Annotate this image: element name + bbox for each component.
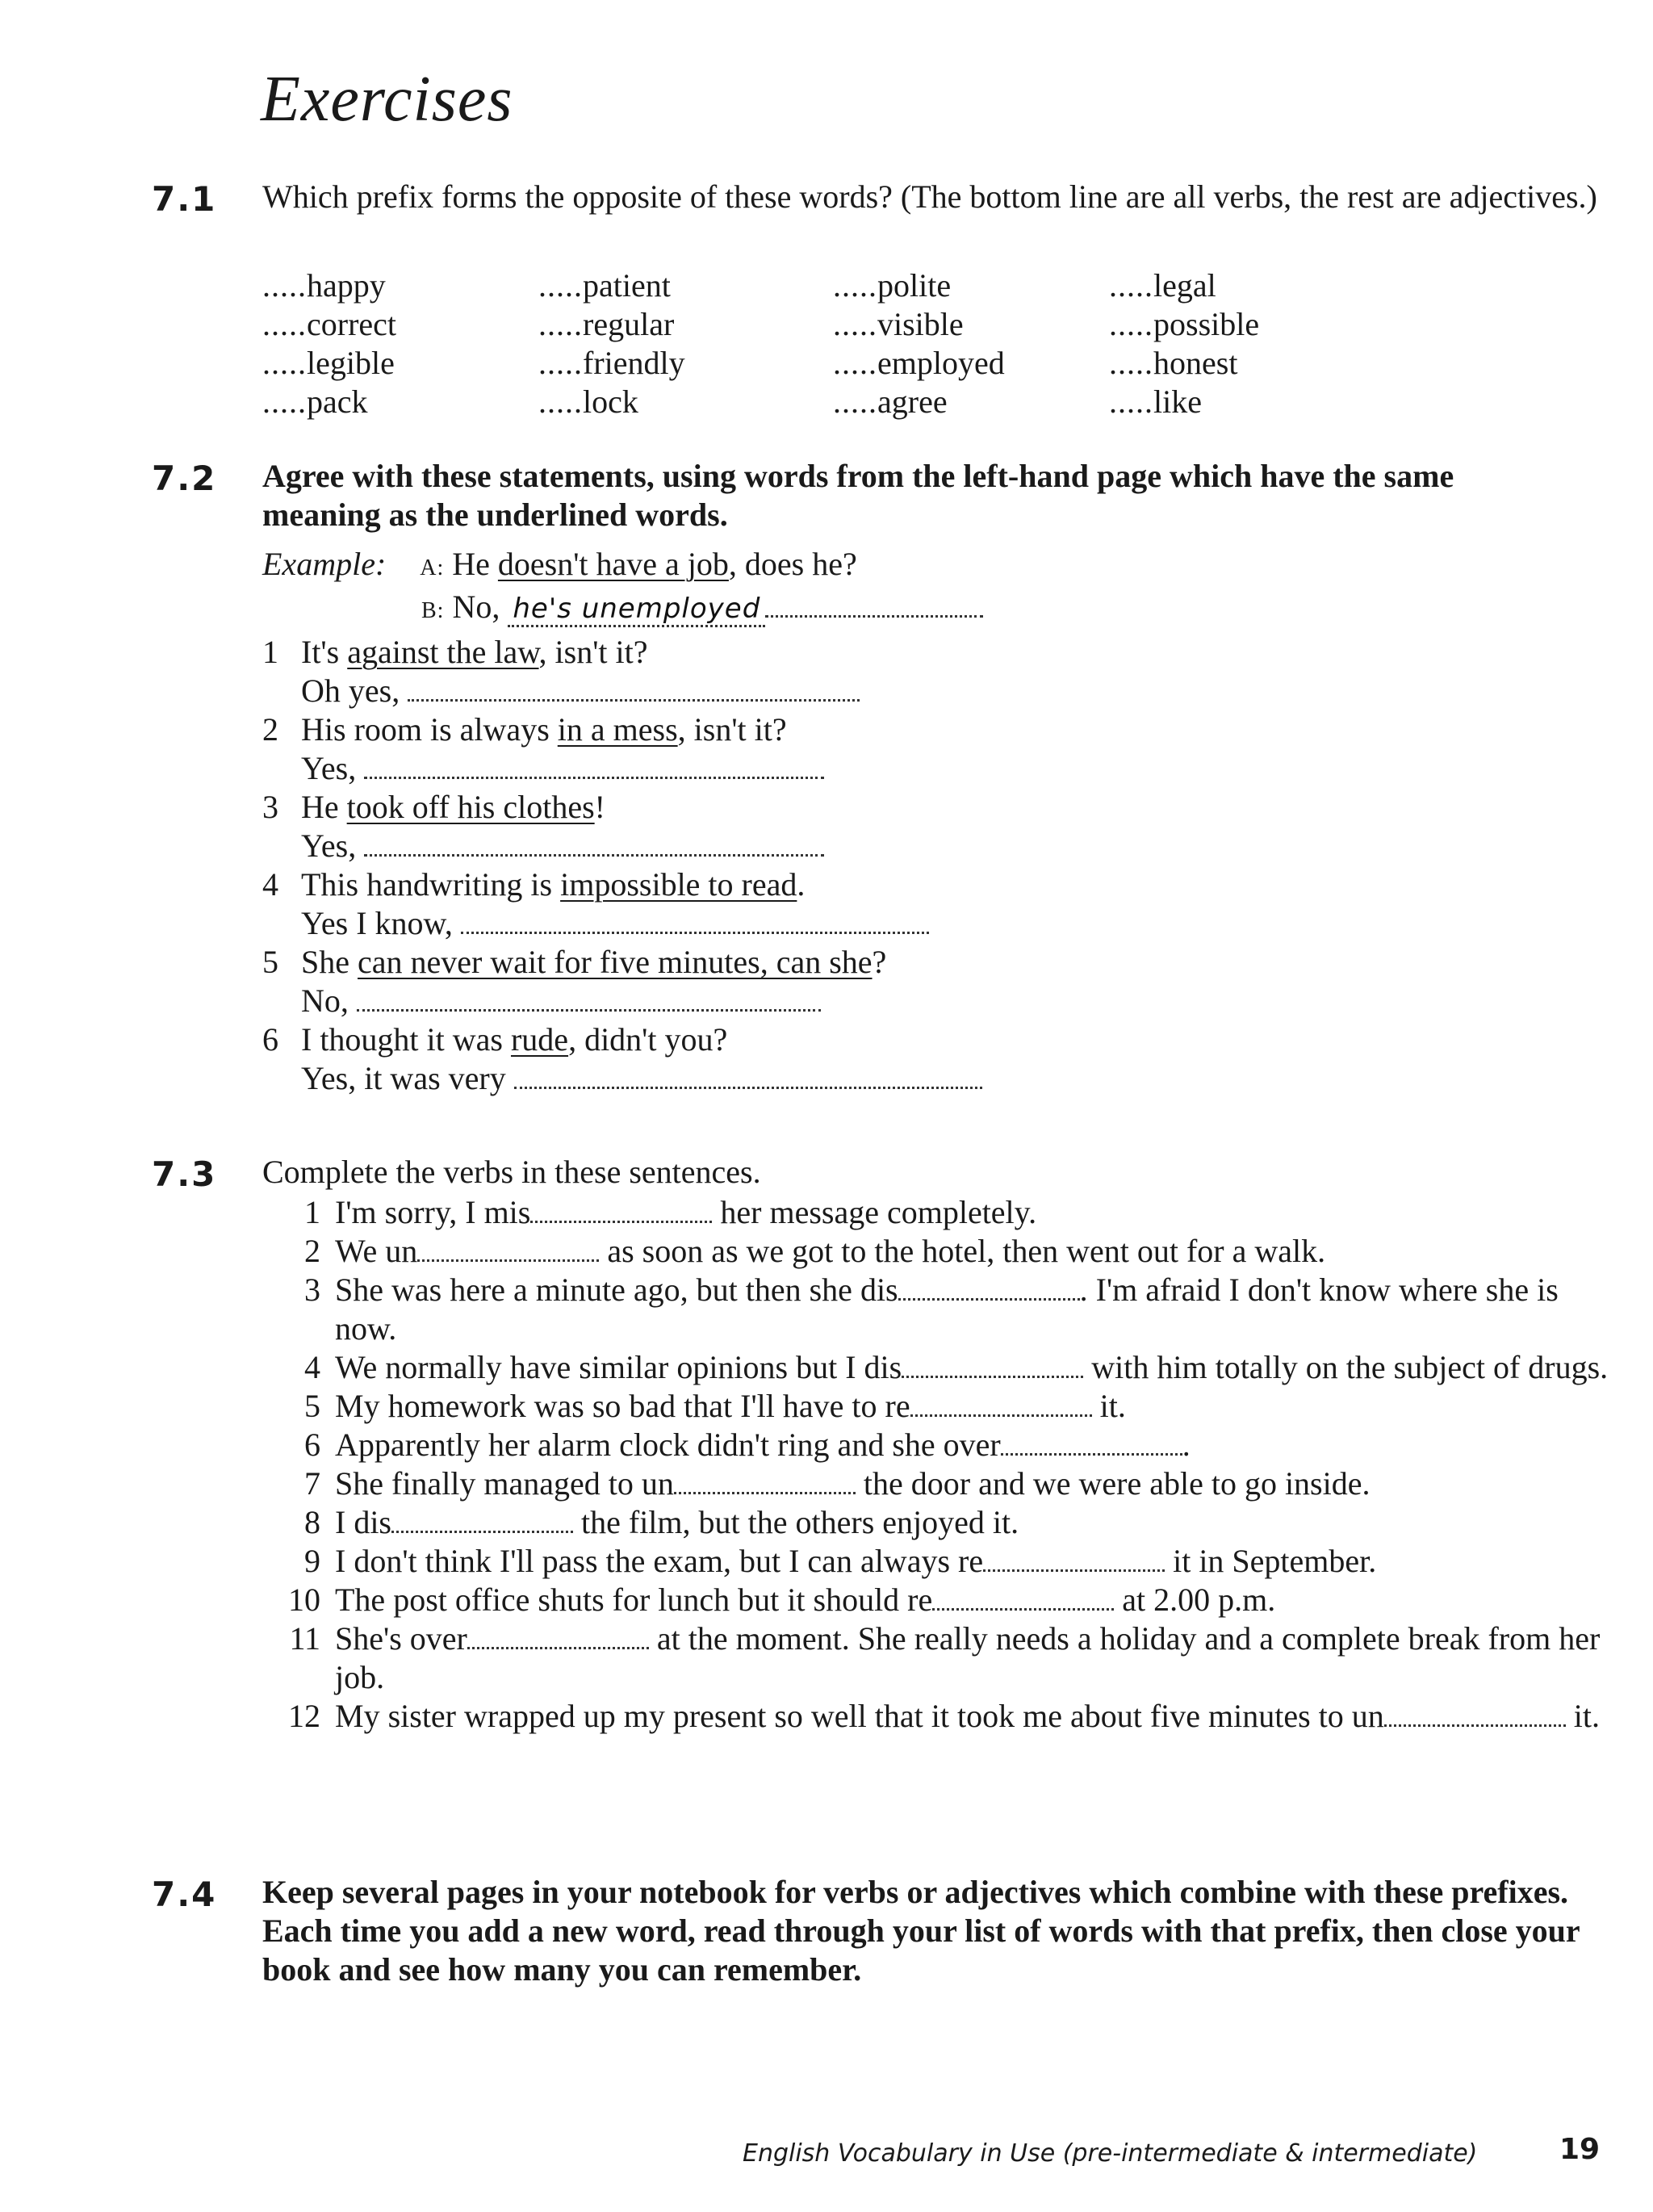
response-line	[262, 672, 982, 710]
sentence-pre: She was here a minute ago, but then she dis	[335, 1271, 898, 1308]
sentence-post: .	[1182, 1426, 1191, 1463]
example-a-underlined: doesn't have a job	[497, 546, 729, 582]
underlined-phrase: in a mess	[557, 711, 678, 748]
sentence-text	[320, 1232, 1618, 1271]
underlined-phrase: rude	[510, 1021, 569, 1058]
sentence-post: it.	[1565, 1698, 1601, 1734]
sentence-post: it in September.	[1165, 1543, 1377, 1579]
statement-text	[301, 788, 605, 827]
sentence-post: at 2.00 p.m.	[1114, 1581, 1276, 1618]
exercise-number-7-3: 7.3	[152, 1154, 217, 1194]
sentence-post: at the moment. She really needs a holiday and a complete break from her job.	[335, 1620, 1601, 1695]
example-a-post: , does he?	[728, 546, 857, 582]
verb-blank[interactable]	[417, 1235, 599, 1262]
speaker-b: B:	[421, 598, 445, 623]
sentence-pre: Apparently her alarm clock didn't ring and she over	[335, 1426, 1001, 1463]
sentence-item	[262, 1503, 1618, 1542]
blank-dots: .....	[833, 345, 877, 381]
item-number: 1	[262, 634, 278, 670]
speaker-a: A:	[420, 555, 445, 580]
sentence-item	[262, 1581, 1618, 1619]
statement-item	[262, 788, 982, 827]
word-cell[interactable]	[538, 266, 833, 305]
exercise-7-2-items	[262, 633, 982, 1098]
sentence-text	[320, 1503, 1618, 1542]
word-cell[interactable]	[1109, 344, 1385, 383]
statement-post: ?	[872, 944, 887, 980]
word-pack: pack	[307, 383, 368, 420]
blank-dots: .....	[1109, 383, 1153, 420]
verb-blank[interactable]	[391, 1506, 573, 1533]
item-number: 4	[304, 1349, 320, 1385]
item-number: 9	[304, 1543, 320, 1579]
item-number: 1	[304, 1194, 320, 1230]
item-number: 2	[262, 711, 278, 748]
exercise-7-4-text: Keep several pages in your notebook for verbs or adjectives which combine with these prefixes. Each time you add a new word, read through your list of words with that prefix, then close your book and see how many you can remember.	[262, 1874, 1580, 1988]
prefix-word-grid	[262, 266, 1392, 421]
word-cell[interactable]	[262, 305, 538, 344]
blank-dots: .....	[538, 267, 583, 304]
blank-dots: .....	[538, 306, 583, 342]
blank-dots: .....	[833, 383, 877, 420]
sentence-pre: She finally managed to un	[335, 1465, 674, 1502]
verb-blank[interactable]	[898, 1274, 1080, 1301]
sentence-pre: I don't think I'll pass the exam, but I can always re	[335, 1543, 984, 1579]
response-line	[262, 982, 982, 1020]
blank-dots: .....	[833, 267, 877, 304]
response-line	[262, 904, 982, 943]
sentence-post: the door and we were able to go inside.	[855, 1465, 1371, 1502]
sentence-text	[320, 1581, 1618, 1619]
sentence-pre: My homework was so bad that I'll have to re	[335, 1388, 910, 1424]
statement-text	[301, 633, 648, 672]
example-dialogue	[262, 545, 983, 631]
exercise-7-2-instruction: Agree with these statements, using words from the left-hand page which have the same meaning as the underlined words.	[262, 458, 1454, 533]
statement-item	[262, 633, 982, 672]
blank-dots: .....	[262, 383, 307, 420]
exercise-7-3-items	[262, 1193, 1618, 1736]
sentence-text	[320, 1387, 1618, 1426]
item-number: 6	[304, 1426, 320, 1463]
underlined-phrase: can never wait for five minutes, can she	[358, 944, 873, 980]
sentence-text	[320, 1348, 1618, 1387]
word-cell[interactable]	[538, 305, 833, 344]
page-number: 19	[1559, 2133, 1601, 2166]
sentence-text	[320, 1193, 1618, 1232]
verb-blank[interactable]	[467, 1623, 649, 1649]
sentence-post: . I'm afraid I don't know where she is now.	[335, 1271, 1559, 1347]
example-line-a	[262, 545, 983, 588]
verb-blank[interactable]	[674, 1468, 856, 1494]
response-line	[262, 749, 982, 788]
response-text: Yes,	[301, 827, 357, 864]
sentence-pre: We normally have similar opinions but I dis	[335, 1349, 902, 1385]
sentence-pre: I dis	[335, 1504, 391, 1540]
word-cell[interactable]	[833, 266, 1109, 305]
response-text: Yes,	[301, 750, 357, 786]
item-number: 8	[304, 1504, 320, 1540]
sentence-item	[262, 1193, 1618, 1232]
answer-blank[interactable]	[357, 985, 821, 1012]
sentence-item	[262, 1619, 1618, 1697]
sentence-item	[262, 1271, 1618, 1348]
answer-blank[interactable]	[364, 830, 824, 857]
word-cell[interactable]	[833, 305, 1109, 344]
word-cell[interactable]	[262, 344, 538, 383]
word-employed: employed	[877, 345, 1005, 381]
item-number: 4	[262, 866, 278, 903]
sentence-item	[262, 1542, 1618, 1581]
word-legal: legal	[1153, 267, 1216, 304]
blank-dots: .....	[262, 267, 307, 304]
sentence-text	[320, 1271, 1618, 1348]
item-number: 3	[304, 1271, 320, 1308]
statement-text	[301, 865, 805, 904]
footer-book-title: English Vocabulary in Use (pre-intermediate & intermediate)	[743, 2139, 1478, 2168]
word-happy: happy	[307, 267, 386, 304]
statement-text	[301, 710, 787, 749]
response-text: No,	[301, 982, 349, 1019]
item-number: 11	[289, 1620, 320, 1657]
sentence-pre: I'm sorry, I mis	[335, 1194, 531, 1230]
sentence-pre: She's over	[335, 1620, 467, 1657]
blank-dots: .....	[262, 345, 307, 381]
word-cell[interactable]	[1109, 383, 1385, 421]
sentence-item	[262, 1232, 1618, 1271]
statement-text	[301, 1020, 727, 1059]
item-number: 12	[288, 1698, 320, 1734]
statement-pre: He	[301, 789, 347, 825]
statement-post: .	[797, 866, 806, 903]
grid-row	[262, 383, 1392, 421]
blank-dots: .....	[1109, 267, 1153, 304]
item-number: 7	[304, 1465, 320, 1502]
sentence-post: it.	[1091, 1388, 1126, 1424]
word-cell[interactable]	[1109, 305, 1385, 344]
example-line-b	[262, 588, 983, 631]
verb-blank[interactable]	[1001, 1429, 1182, 1456]
item-number: 10	[288, 1581, 320, 1618]
response-text: Yes, it was very	[301, 1060, 506, 1096]
statement-post: , didn't you?	[568, 1021, 728, 1058]
answer-blank[interactable]	[461, 907, 929, 934]
word-friendly: friendly	[583, 345, 685, 381]
word-visible: visible	[877, 306, 964, 342]
statement-post: !	[594, 789, 605, 825]
example-label: Example:	[262, 546, 387, 582]
sentence-post: as soon as we got to the hotel, then went out for a walk.	[599, 1233, 1326, 1269]
statement-item	[262, 1020, 982, 1059]
underlined-phrase: impossible to read	[560, 866, 797, 903]
grid-row	[262, 266, 1392, 305]
item-number: 5	[304, 1388, 320, 1424]
answer-blank[interactable]	[408, 675, 860, 702]
word-cell[interactable]	[262, 383, 538, 421]
blank-dots: .....	[262, 306, 307, 342]
sentence-post: with him totally on the subject of drugs.	[1083, 1349, 1609, 1385]
sentence-text	[320, 1619, 1618, 1697]
blank-dots: .....	[538, 345, 583, 381]
response-line	[262, 827, 982, 865]
word-like: like	[1153, 383, 1202, 420]
sentence-pre: We un	[335, 1233, 418, 1269]
verb-blank[interactable]	[1384, 1700, 1566, 1727]
grid-row	[262, 344, 1392, 383]
word-lock: lock	[583, 383, 638, 420]
word-patient: patient	[583, 267, 671, 304]
underlined-phrase: against the law	[347, 634, 539, 670]
answer-blank[interactable]	[514, 1062, 982, 1089]
exercise-number-7-4: 7.4	[152, 1875, 217, 1914]
sentence-item	[262, 1387, 1618, 1426]
sentence-text	[320, 1542, 1618, 1581]
statement-post: , isn't it?	[677, 711, 787, 748]
word-cell[interactable]	[262, 266, 538, 305]
word-cell[interactable]	[833, 344, 1109, 383]
word-cell[interactable]	[538, 344, 833, 383]
blank-dots: .....	[1109, 306, 1153, 342]
verb-blank[interactable]	[530, 1196, 712, 1223]
response-text: Oh yes,	[301, 672, 400, 709]
statement-item	[262, 710, 982, 749]
response-line	[262, 1059, 982, 1098]
word-possible: possible	[1153, 306, 1260, 342]
blank-dots: .....	[1109, 345, 1153, 381]
word-legible: legible	[307, 345, 395, 381]
blank-dots: .....	[538, 383, 583, 420]
sentence-pre: The post office shuts for lunch but it should re	[335, 1581, 933, 1618]
word-cell[interactable]	[1109, 266, 1385, 305]
verb-blank[interactable]	[983, 1545, 1165, 1572]
statement-pre: She	[301, 944, 358, 980]
statement-text	[301, 943, 886, 982]
example-a-pre: He	[452, 546, 498, 582]
sentence-text	[320, 1697, 1618, 1736]
sentence-pre: My sister wrapped up my present so well that it took me about five minutes to un	[335, 1698, 1384, 1734]
sentence-item	[262, 1426, 1618, 1464]
sentence-text	[320, 1426, 1618, 1464]
exercise-number-7-2: 7.2	[152, 459, 217, 498]
statement-post: , isn't it?	[538, 634, 648, 670]
word-agree: agree	[877, 383, 948, 420]
verb-blank[interactable]	[902, 1351, 1083, 1378]
example-b-text: No,	[452, 589, 508, 625]
sentence-post: her message completely.	[712, 1194, 1037, 1230]
statement-pre: His room is always	[301, 711, 558, 748]
sentence-item	[262, 1464, 1618, 1503]
statement-item	[262, 943, 982, 982]
handwritten-answer: he's unemployed	[513, 593, 761, 625]
statement-pre: I thought it was	[301, 1021, 511, 1058]
item-number: 2	[304, 1233, 320, 1269]
sentence-item	[262, 1697, 1618, 1736]
exercise-number-7-1: 7.1	[152, 179, 217, 219]
underlined-phrase: took off his clothes	[346, 789, 595, 825]
word-cell[interactable]	[538, 383, 833, 421]
word-regular: regular	[583, 306, 675, 342]
item-number: 6	[262, 1021, 278, 1058]
word-honest: honest	[1153, 345, 1238, 381]
verb-blank[interactable]	[932, 1584, 1114, 1611]
statement-item	[262, 865, 982, 904]
word-correct: correct	[307, 306, 397, 342]
exercise-7-3-instruction: Complete the verbs in these sentences.	[262, 1154, 761, 1190]
item-number: 3	[262, 789, 278, 825]
answer-blank[interactable]	[364, 752, 824, 779]
grid-row	[262, 305, 1392, 344]
response-text: Yes I know,	[301, 905, 453, 941]
verb-blank[interactable]	[910, 1390, 1092, 1417]
statement-pre: This handwriting is	[301, 866, 561, 903]
sentence-item	[262, 1348, 1618, 1387]
sentence-text	[320, 1464, 1618, 1503]
word-cell[interactable]	[833, 383, 1109, 421]
item-number: 5	[262, 944, 278, 980]
page-title: Exercises	[261, 64, 513, 135]
blank-dots: .....	[833, 306, 877, 342]
statement-pre: It's	[301, 634, 348, 670]
word-polite: polite	[877, 267, 952, 304]
sentence-post: the film, but the others enjoyed it.	[573, 1504, 1019, 1540]
exercise-7-1-instruction: Which prefix forms the opposite of these words? (The bottom line are all verbs, the rest are adjectives.)	[262, 178, 1597, 215]
